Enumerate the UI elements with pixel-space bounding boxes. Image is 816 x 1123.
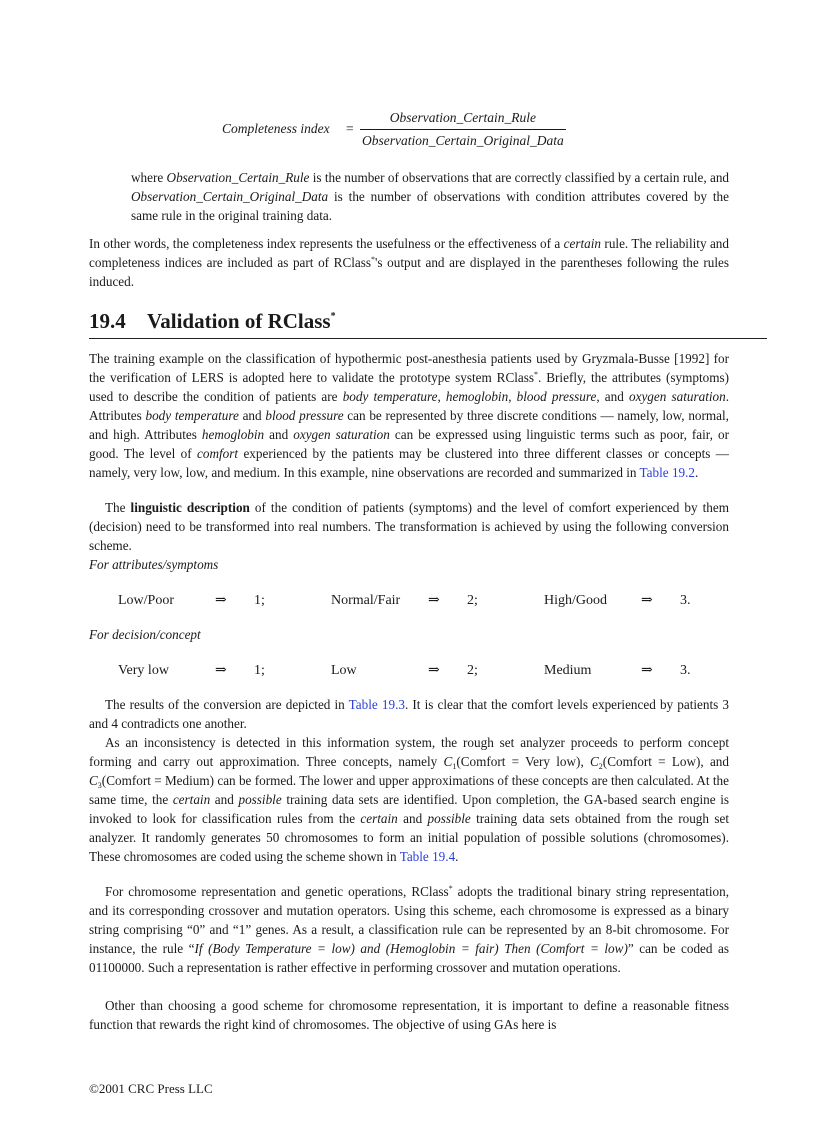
table-19-4-link[interactable]: Table 19.4 xyxy=(399,849,456,864)
decision-value-1: 1; xyxy=(254,663,265,678)
attr-arrow-2: ⇒ xyxy=(428,593,440,608)
equation-equals: = xyxy=(346,121,354,136)
attribute-conversion-row xyxy=(0,591,816,611)
equation-numerator: Observation_Certain_Rule xyxy=(360,110,566,130)
attr-arrow-1: ⇒ xyxy=(215,593,227,608)
decision-arrow-2: ⇒ xyxy=(428,663,440,678)
paragraph-fitness: Other than choosing a good scheme for chromosome representation, it is important to define a reasonable fitness function that rewards the right kind of chromosomes. The objective of using GAs here is xyxy=(89,998,729,1032)
equation-denominator: Observation_Certain_Original_Data xyxy=(362,133,564,148)
decision-term-3: Medium xyxy=(544,663,592,678)
equation-lhs: Completeness index xyxy=(222,121,330,136)
label-attributes: For attributes/symptoms xyxy=(89,557,219,572)
attr-term-3: High/Good xyxy=(544,593,607,608)
attr-value-3: 3. xyxy=(680,593,691,608)
attr-term-1: Low/Poor xyxy=(118,593,174,608)
where-clause: where Observation_Certain_Rule is the number of observations that are correctly classified by a certain rule, and Observation_Certain_Original_Data is the number of observations with condition attributes covered by the same rule in the original training data. xyxy=(131,170,730,223)
attr-term-2: Normal/Fair xyxy=(331,593,401,608)
section-title: Validation of RClass* xyxy=(147,309,336,333)
decision-arrow-3: ⇒ xyxy=(641,663,653,678)
paragraph-rough-set: As an inconsistency is detected in this information system, the rough set analyzer proceeds to perform concept forming and carry out approximation. Three concepts, namely $C_1(Comfort$ = Very low), $C_2(Comfort = Low)$, and $C_3(Comfort$ = Medium) can be formed. The lower and upper approximations of these concepts are then calculated. At the same time, the certain and possible training data sets are identified. Upon completion, the GA-based search engine is invoked to look for classification rules from the certain and possible training data sets obtained from the rough set analyzer. It randomly generates 50 chromosomes to form an initial population of possible solutions (chromosomes). These chromosomes are coded using the scheme shown in Table 19.4. xyxy=(89,735,729,864)
decision-conversion-row xyxy=(0,661,816,681)
table-19-2-link[interactable]: Table 19.2 xyxy=(639,465,696,480)
copyright-footer: ©2001 CRC Press LLC xyxy=(89,1081,213,1096)
section-number: 19.4 xyxy=(89,309,126,333)
decision-term-2: Low xyxy=(331,663,357,678)
decision-value-3: 3. xyxy=(680,663,691,678)
table-19-3-link[interactable]: Table 19.3 xyxy=(348,697,405,712)
label-decision: For decision/concept xyxy=(89,627,201,642)
paragraph-chromosome: For chromosome representation and genetic operations, RClass* adopts the traditional binary string representation, and its corresponding crossover and mutation operators. Using this scheme, each chromosome is expressed as a binary string comprising “0” and “1” genes. As a result, a classification rule can be represented by an 8-bit chromosome. For instance, the rule “If (Body Temperature = low) and (Hemoglobin = fair) Then (Comfort = low)” can be coded as 01100000. Such a representation is rather effective in performing crossover and mutation operations. xyxy=(89,884,729,975)
section-rule xyxy=(89,338,767,339)
paragraph-conversion-results: The results of the conversion are depicted in Table 19.3. It is clear that the comfort levels experienced by patients 3 and 4 contradicts one another. xyxy=(89,697,729,731)
completeness-equation xyxy=(222,110,602,154)
decision-term-1: Very low xyxy=(118,663,169,678)
decision-arrow-1: ⇒ xyxy=(215,663,227,678)
paragraph-linguistic: The linguistic description of the condition of patients (symptoms) and the level of comfort experienced by them (decision) need to be transformed into real numbers. The transformation is achieved by using the following conversion scheme. xyxy=(89,500,729,553)
paragraph-validation: The training example on the classification of hypothermic post-anesthesia patients used by Gryzmala-Busse [1992] for the verification of LERS is adopted here to validate the prototype system RClass*. Briefly, the attributes (symptoms) used to describe the condition of patients are body temperature, hemoglobin, blood pressure, and oxygen saturation. Attributes body temperature and blood pressure can be represented by three discrete conditions — namely, low, normal, and high. Attributes hemoglobin and oxygen saturation can be expressed using linguistic terms such as poor, fair, or good. The level of comfort experienced by the patients may be clustered into three different classes or concepts — namely, very low, low, and medium. In this example, nine observations are recorded and summarized in Table 19.2. xyxy=(89,351,730,480)
equation-fraction xyxy=(360,110,566,149)
decision-value-2: 2; xyxy=(467,663,478,678)
attr-value-1: 1; xyxy=(254,593,265,608)
paragraph-completeness: In other words, the completeness index represents the usefulness or the effectiveness of a certain rule. The reliability and completeness indices are included as part of RClass*'s output and are displayed in the parentheses following the rules induced. xyxy=(89,236,729,289)
attr-arrow-3: ⇒ xyxy=(641,593,653,608)
section-heading xyxy=(89,309,336,334)
attr-value-2: 2; xyxy=(467,593,478,608)
